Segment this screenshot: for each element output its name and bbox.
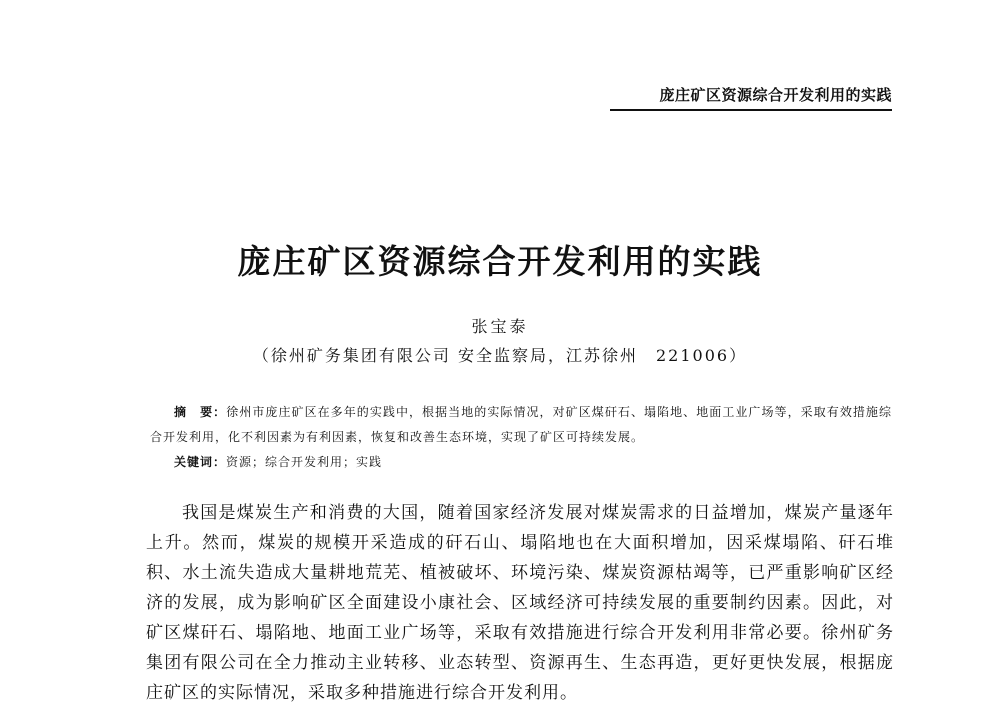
author-affiliation: （徐州矿务集团有限公司 安全监察局，江苏徐州 221006）	[252, 346, 748, 365]
abstract-paragraph	[150, 400, 892, 450]
body-paragraph: 我国是煤炭生产和消费的大国，随着国家经济发展对煤炭需求的日益增加，煤炭产量逐年上升。然而，煤炭的规模开采造成的矸石山、塌陷地也在大面积增加，因采煤塌陷、矸石堆积、水土流失造成大量耕地荒芜、植被破坏、环境污染、煤炭资源枯竭等，已严重影响矿区经济的发展，成为影响矿区全面建设小康社会、区域经济可持续发展的重要制约因素。因此，对矿区煤矸石、塌陷地、地面工业广场等，采取有效措施进行综合开发利用非常必要。徐州矿务集团有限公司在全力推动主业转移、业态转型、资源再生、生态再造，更好更快发展，根据庞庄矿区的实际情况，采取多种措施进行综合开发利用。	[146, 503, 894, 703]
keywords-text: 资源；综合开发利用；实践	[226, 455, 383, 469]
abstract-text: 徐州市庞庄矿区在多年的实践中，根据当地的实际情况，对矿区煤矸石、塌陷地、地面工业广场等，采取有效措施综合开发利用，化不利因素为有利因素，恢复和改善生态环境，实现了矿区可持续发展。	[150, 405, 892, 444]
paper-title: 庞庄矿区资源综合开发利用的实践	[237, 242, 763, 281]
keywords-block	[174, 450, 892, 475]
keywords-label: 关键词：	[174, 455, 227, 469]
abstract-block	[150, 400, 892, 450]
abstract-label: 摘 要：	[174, 405, 227, 419]
running-header: 庞庄矿区资源综合开发利用的实践	[610, 84, 892, 111]
author-name: 张宝泰	[471, 317, 529, 336]
